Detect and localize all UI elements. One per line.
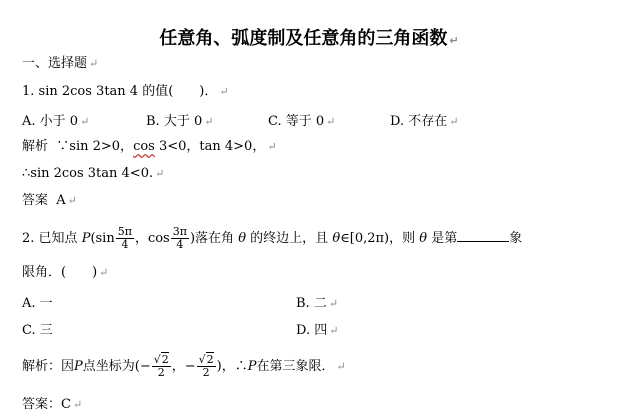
- paragraph-mark-icon: ↵: [328, 297, 339, 310]
- paragraph-mark-icon: ↵: [89, 57, 99, 70]
- paragraph-mark-icon: ↵: [219, 85, 229, 98]
- q2-option-c: C. 三: [22, 323, 53, 338]
- q2-option-b: B. 二 ↵: [296, 296, 339, 311]
- q1-conclusion: ∴sin 2cos 3tan 4<0. ↵: [22, 166, 165, 181]
- q2-stem: 2. 已知点 P(sin $\frac{5\pi}{4}$ ，cos $\frac{3\pi}{4}$ )落在角 θ 的终边上，且 θ∈[0,2π)，则 θ 是第 象: [22, 225, 523, 251]
- paragraph-mark-icon: ↵: [326, 115, 336, 128]
- q2-answer: 答案：C ↵: [22, 397, 83, 412]
- q1-stem: 1. sin 2cos 3tan 4 的值( )． ↵: [22, 84, 229, 99]
- q2-stem-continued: 限角．( ) ↵: [22, 265, 109, 280]
- fraction-3pi-4: $\frac{3\pi}{4}$: [172, 225, 187, 251]
- paragraph-mark-icon: ↵: [72, 398, 83, 411]
- q1-option-d: D. 不存在 ↵: [390, 114, 459, 129]
- paragraph-mark-icon: ↵: [449, 115, 459, 128]
- q1-option-c: C. 等于 0 ↵: [268, 114, 336, 129]
- paragraph-mark-icon: ↵: [155, 167, 165, 180]
- q1-answer: 答案 A ↵: [22, 193, 77, 208]
- paragraph-mark-icon: ↵: [67, 194, 77, 207]
- fraction-sqrt2-2: $\frac{√2}{2}$: [153, 353, 169, 379]
- fraction-sqrt2-2: $\frac{√2}{2}$: [198, 353, 214, 379]
- paragraph-mark-icon: ↵: [336, 360, 346, 373]
- document-title: 任意角、弧度制及任意角的三角函数 ↵: [159, 28, 459, 49]
- q1-option-b: B. 大于 0 ↵: [146, 114, 214, 129]
- section-heading: 一、选择题 ↵: [22, 56, 99, 71]
- paragraph-mark-icon: ↵: [99, 266, 109, 279]
- q2-option-a: A. 一: [22, 296, 53, 311]
- answer-blank: [457, 227, 509, 242]
- paragraph-mark-icon: ↵: [329, 324, 339, 337]
- paragraph-mark-icon: ↵: [449, 34, 459, 47]
- fraction-5pi-4: $\frac{5\pi}{4}$: [117, 225, 132, 251]
- q1-analysis: 解析 ∵sin 2>0，cos 3<0，tan 4>0， ↵: [22, 139, 277, 154]
- paragraph-mark-icon: ↵: [204, 115, 214, 128]
- q1-option-a: A. 小于 0 ↵: [22, 114, 90, 129]
- q2-option-d: D. 四 ↵: [296, 323, 339, 338]
- q2-analysis: 解析：因P点坐标为(− $\frac{√2}{2}$ ，− $\frac{√2}{2}$ )，∴P在第三象限． ↵: [22, 353, 346, 379]
- paragraph-mark-icon: ↵: [80, 115, 90, 128]
- paragraph-mark-icon: ↵: [267, 140, 277, 153]
